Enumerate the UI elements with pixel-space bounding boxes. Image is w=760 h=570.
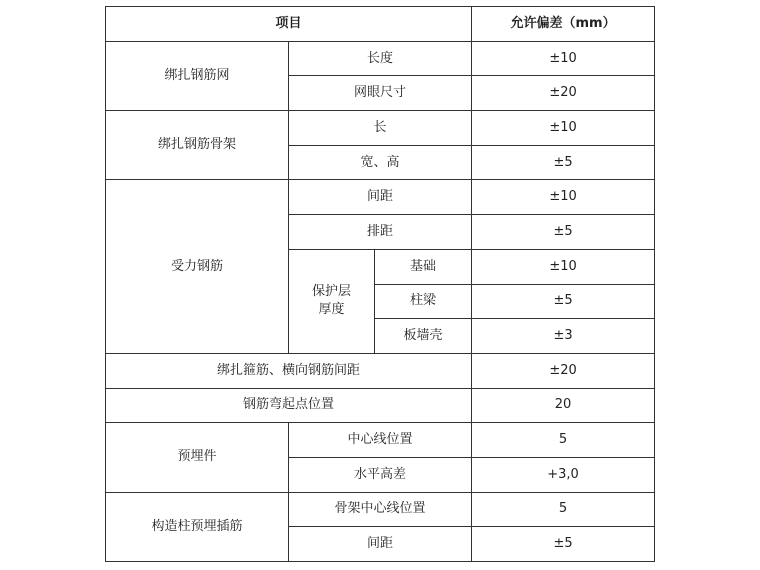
header-item: 项目: [106, 7, 472, 42]
tolerance-value: ±3: [472, 319, 655, 354]
tolerance-value: ±5: [472, 145, 655, 180]
table-row: [106, 423, 655, 458]
tolerance-value: ±10: [472, 180, 655, 215]
item-label: 水平高差: [289, 457, 472, 492]
sub-item-label: 板墙壳: [375, 319, 472, 354]
table-header-row: [106, 7, 655, 42]
item-label: 间距: [289, 527, 472, 562]
item-label: 长度: [289, 41, 472, 76]
item-label: 骨架中心线位置: [289, 492, 472, 527]
group-label-mesh: 绑扎钢筋网: [106, 41, 289, 110]
tolerance-value: +3,0: [472, 457, 655, 492]
table-row: [106, 180, 655, 215]
tolerance-value: ±5: [472, 527, 655, 562]
item-label: 间距: [289, 180, 472, 215]
table-row: [106, 111, 655, 146]
sub-item-label: 柱梁: [375, 284, 472, 319]
table-row: [106, 492, 655, 527]
tolerance-value: ±5: [472, 284, 655, 319]
tolerance-value: ±10: [472, 41, 655, 76]
item-label: 网眼尺寸: [289, 76, 472, 111]
tolerance-table: [105, 6, 655, 562]
item-label: 长: [289, 111, 472, 146]
tolerance-value: 5: [472, 423, 655, 458]
item-label: 中心线位置: [289, 423, 472, 458]
group-label-dowel: 构造柱预埋插筋: [106, 492, 289, 561]
group-label-bend: 钢筋弯起点位置: [106, 388, 472, 423]
tolerance-value: 20: [472, 388, 655, 423]
group-label-embed: 预埋件: [106, 423, 289, 492]
cover-thickness-label: [289, 249, 375, 353]
tolerance-value: ±20: [472, 353, 655, 388]
tolerance-value: ±10: [472, 249, 655, 284]
header-tolerance: 允许偏差（mm）: [472, 7, 655, 42]
group-label-rebar: 受力钢筋: [106, 180, 289, 353]
cover-thickness-text: 保护层厚度: [311, 284, 351, 318]
tolerance-value: 5: [472, 492, 655, 527]
table-row: [106, 353, 655, 388]
group-label-stirrup: 绑扎箍筋、横向钢筋间距: [106, 353, 472, 388]
tolerance-value: ±10: [472, 111, 655, 146]
table-row: [106, 388, 655, 423]
item-label: 排距: [289, 215, 472, 250]
item-label: 宽、高: [289, 145, 472, 180]
tolerance-value: ±20: [472, 76, 655, 111]
group-label-cage: 绑扎钢筋骨架: [106, 111, 289, 180]
table-row: [106, 41, 655, 76]
sub-item-label: 基础: [375, 249, 472, 284]
tolerance-value: ±5: [472, 215, 655, 250]
